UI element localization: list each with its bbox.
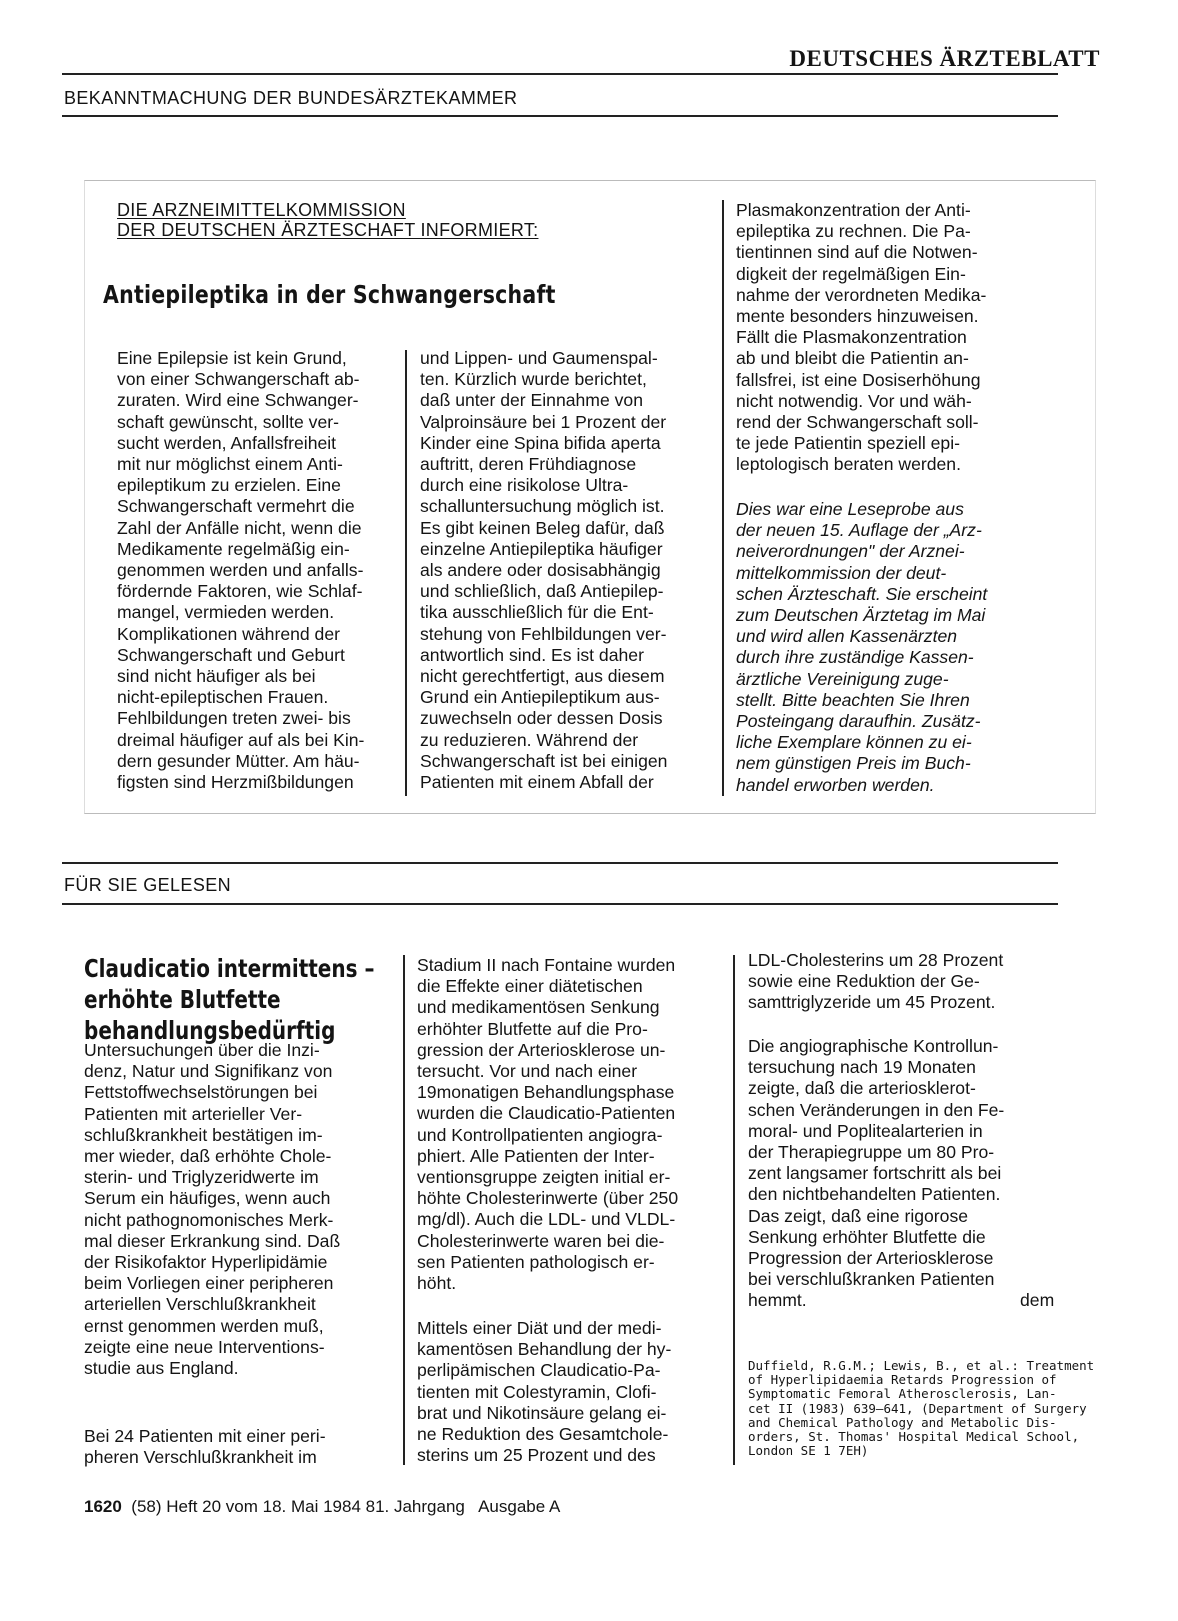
article-column-2-continued: Mittels einer Diät und der medi- kamentösen Behandlung der hy- perlipämischen Claudicatio-Pa- tienten mit Colestyramin, Clofi- brat und Nikotinsäure gelang ei- ne Reduktion des Gesamtchole- sterins um 25 Prozent und des xyxy=(417,1318,672,1466)
masthead: DEUTSCHES ÄRZTEBLATT xyxy=(789,46,1100,71)
article-column-3: LDL-Cholesterins um 28 Prozent sowie eine Reduktion der Ge- samttriglyzeride um 45 Prozent. xyxy=(748,950,1004,1013)
article-column-1: Untersuchungen über die Inzi- denz, Natur und Signifikanz von Fettstoffwechselstörungen bei Patienten mit arterieller Ver- schlußkrankheit bestätigen im- mer wieder, daß erhöhte Chole- sterin- und Triglyzeridwerte im Serum ein häufiges, wenn auch nicht pathognomonisches Merk- mal dieser Erkrankung sind. Daß der Risikofaktor Hyperlipidämie beim Vorliegen einer peripheren arteriellen Verschlußkrankheit ernst genommen werden muß, zeigte eine neue Interventions- studie aus England. xyxy=(84,1040,341,1379)
section-rule-top xyxy=(62,115,1058,117)
article-author-initials: dem xyxy=(1020,1290,1055,1310)
section-label-top: BEKANNTMACHUNG DER BUNDESÄRZTEKAMMER xyxy=(64,88,518,108)
box-column-2: und Lippen- und Gaumenspal- ten. Kürzlich wurde berichtet, daß unter der Einnahme von Valproinsäure bei 1 Prozent der Kinder eine Spina bifida aperta auftritt, deren Frühdiagnose durch eine risikolose Ultra- schalluntersuchung möglich ist. Es gibt keinen Beleg dafür, daß einzelne Antiepileptika häufiger als andere oder dosisabhängig und schließlich, daß Antiepilep- tika ausschließlich für die Ent- stehung von Fehlbildungen ver- antwortlich sind. Es ist daher nicht gerechtfertigt, aus diesem Grund ein Antiepileptikum aus- zuwechseln oder dessen Dosis zu reduzieren. Während der Schwangerschaft ist bei einigen Patienten mit einem Abfall der xyxy=(420,348,668,793)
page-footer xyxy=(84,1497,560,1517)
issue-info: (58) Heft 20 vom 18. Mai 1984 81. Jahrgang Ausgabe A xyxy=(131,1497,561,1516)
box-column-divider-1 xyxy=(405,350,407,796)
article-reference: Duffield, R.G.M.; Lewis, B., et al.: Treatment of Hyperlipidaemia Retards Progression of Symptomatic Femoral Atherosclerosis, Lan- cet II (1983) 639–641, (Department of Surgery and Chemical Pathology and Metabolic Dis- orders, St. Thomas' Hospital Medical School, London SE 1 7EH) xyxy=(748,1358,1095,1459)
section-rule-bottom xyxy=(62,862,1058,864)
article-column-1-continued: Bei 24 Patienten mit einer peri- pheren Verschlußkrankheit im xyxy=(84,1426,326,1468)
box-kicker-line-1: DIE ARZNEIMITTELKOMMISSION xyxy=(117,200,406,220)
box-column-1: Eine Epilepsie ist kein Grund, von einer Schwangerschaft ab- zuraten. Wird eine Schwanger- schaft gewünscht, sollte ver- sucht werden, Anfallsfreiheit mit nur möglichst einem Anti- epileptikum zu erzielen. Eine Schwangerschaft vermehrt die Zahl der Anfälle nicht, wenn die Medikamente regelmäßig ein- genommen werden und anfalls- fördernde Faktoren, wie Schlaf- mangel, vermieden werden. Komplikationen während der Schwangerschaft und Geburt sind nicht häufiger als bei nicht-epileptischen Frauen. Fehlbildungen treten zwei- bis dreimal häufiger auf als bei Kin- dern gesunder Mütter. Am häu- figsten sind Herzmißbildungen xyxy=(117,348,365,793)
article-column-divider-2 xyxy=(733,955,735,1465)
page-number: 1620 xyxy=(84,1497,122,1516)
section-label-bottom: FÜR SIE GELESEN xyxy=(64,875,232,895)
box-kicker-line-2: DER DEUTSCHEN ÄRZTESCHAFT INFORMIERT: xyxy=(117,220,539,240)
box-column-3: Plasmakonzentration der Anti- epileptika zu rechnen. Die Pa- tientinnen sind auf die Notwen- digkeit der regelmäßigen Ein- nahme der verordneten Medika- mente besonders hinzuweisen. Fällt die Plasmakonzentration ab und bleibt die Patientin an- fallsfrei, ist eine Dosiserhöhung nicht notwendig. Vor und wäh- rend der Schwangerschaft soll- te jede Patientin speziell epi- leptologisch beraten werden. xyxy=(736,200,987,475)
masthead-rule xyxy=(62,73,1058,75)
article-column-3-continued: Die angiographische Kontrollun- tersuchung nach 19 Monaten zeigte, daß die arteriosklerot- schen Veränderungen in den Fe- moral- und Poplitealarterien in der Therapiegruppe um 80 Pro- zent langsamer fortschritt als bei den nichtbehandelten Patienten. Das zeigt, daß eine rigorose Senkung erhöhter Blutfette die Progression der Arteriosklerose bei verschlußkranken Patienten hemmt. xyxy=(748,1036,1005,1311)
article-column-divider-1 xyxy=(403,955,405,1465)
article-column-2: Stadium II nach Fontaine wurden die Effekte einer diätetischen und medikamentösen Senkung erhöhter Blutfette auf die Pro- gression der Arteriosklerose un- tersucht. Vor und nach einer 19monatigen Behandlungsphase wurden die Claudicatio-Patienten und Kontrollpatienten angiogra- phiert. Alle Patienten der Inter- ventionsgruppe zeigten initial er- höhte Cholesterinwerte (über 250 mg/dl). Auch die LDL- und VLDL- Cholesterinwerte waren bei die- sen Patienten pathologisch er- höht. xyxy=(417,955,679,1294)
box-column-3-note: Dies war eine Leseprobe aus der neuen 15. Auflage der „Arz- neiverordnungen" der Arznei- mittelkommission der deut- schen Ärzteschaft. Sie erscheint zum Deutschen Ärztetag im Mai und wird allen Kassenärzten durch ihre zuständige Kassen- ärztliche Vereinigung zuge- stellt. Bitte beachten Sie Ihren Posteingang daraufhin. Zusätz- liche Exemplare können zu ei- nem günstigen Preis im Buch- handel erworben werden. xyxy=(736,499,988,795)
box-kicker xyxy=(117,200,538,240)
section-rule-bottom-2 xyxy=(62,903,1058,905)
box-column-divider-2 xyxy=(722,200,724,796)
box-headline: Antiepileptika in der Schwangerschaft xyxy=(103,280,556,309)
article-headline: Claudicatio intermittens – erhöhte Blutfette behandlungsbedürftig xyxy=(84,954,375,1045)
